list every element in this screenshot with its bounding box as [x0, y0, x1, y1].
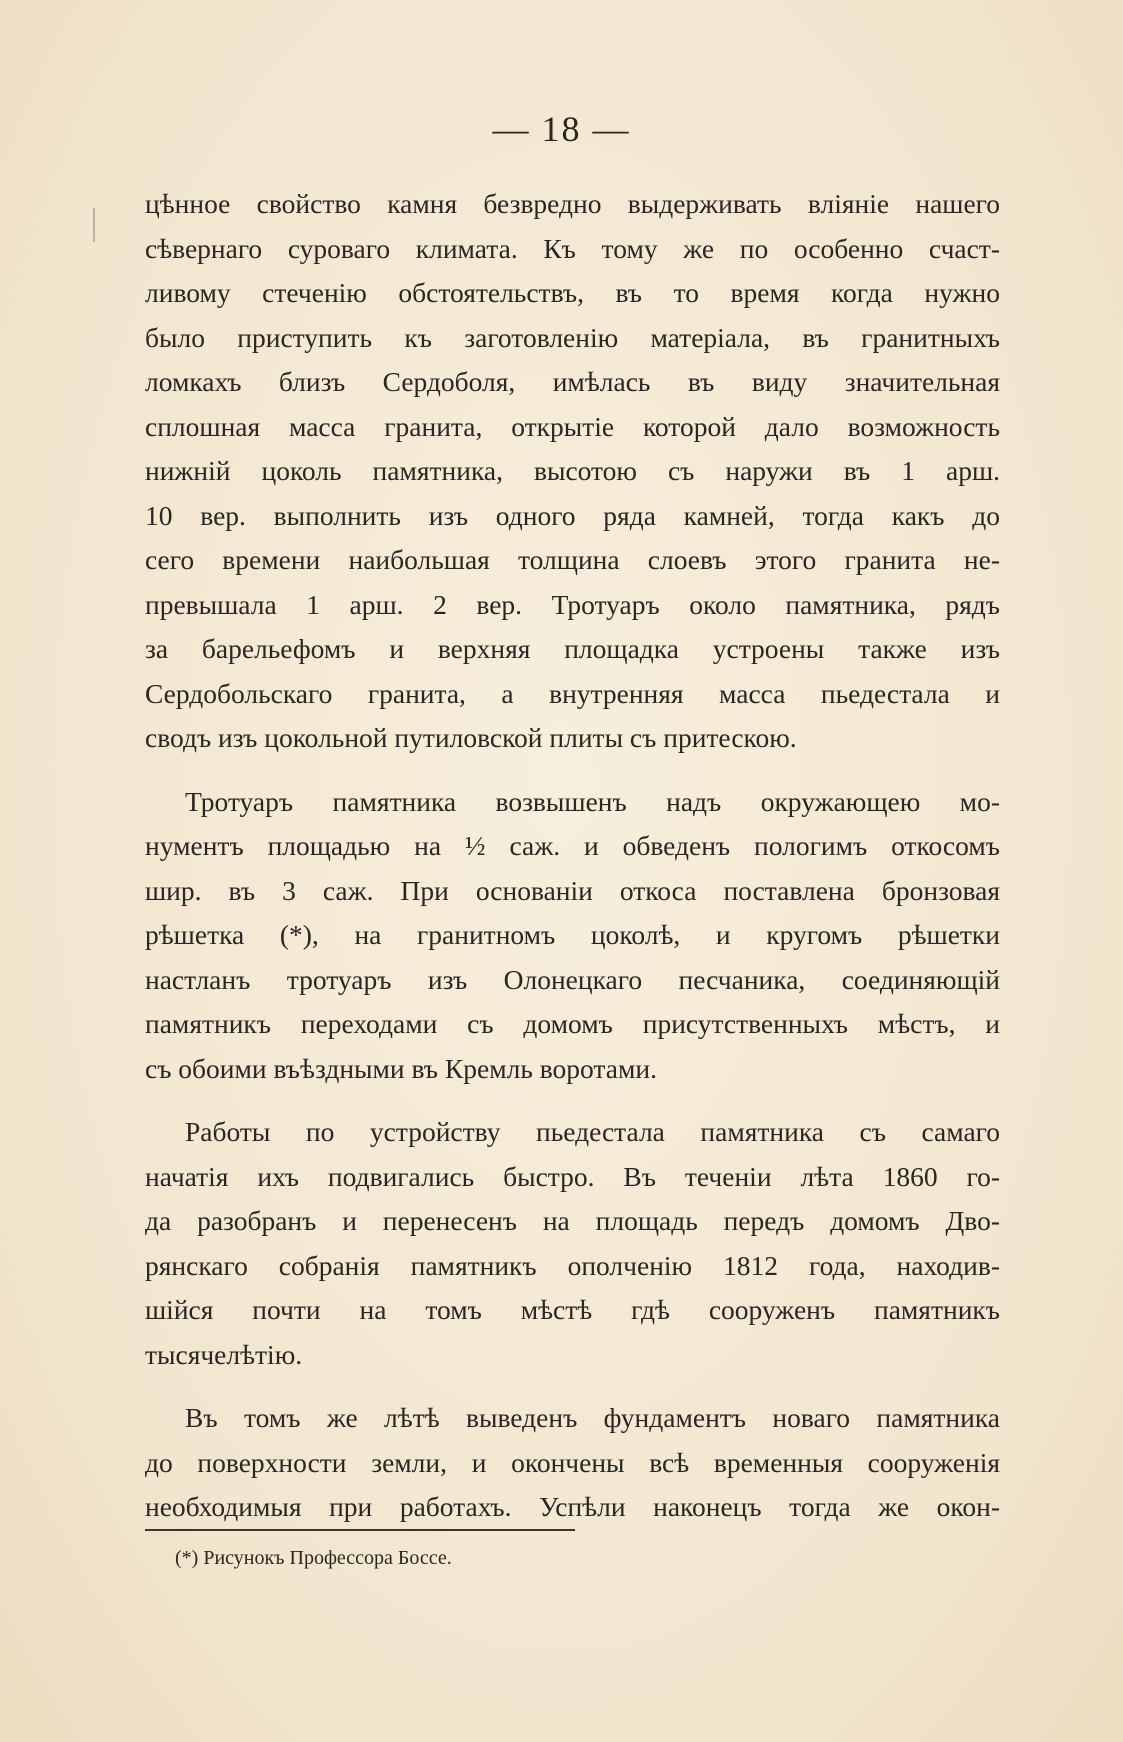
- text-line: шир. въ 3 саж. При основаніи откоса поставлена бронзовая: [145, 874, 1000, 906]
- text-line: за барельефомъ и верхняя площадка устроены также изъ: [145, 633, 1000, 664]
- text-line: ломкахъ близъ Сердоболя, имѣлась въ виду значительная: [145, 366, 1000, 397]
- text-line: нументъ площадью на ½ саж. и обведенъ пологимъ откосомъ: [145, 830, 1000, 861]
- body-text: [145, 182, 1000, 1530]
- paragraph-1: [145, 182, 1000, 761]
- text-line: начатія ихъ подвигались быстро. Въ теченіи лѣта 1860 го-: [145, 1160, 1000, 1192]
- text-line: настланъ тротуаръ изъ Олонецкаго песчаника, соединяющій: [145, 963, 1000, 995]
- paragraph-2: [145, 780, 1000, 1092]
- text-line: рянскаго собранія памятникъ ополченію 1812 года, находив-: [145, 1249, 1000, 1281]
- text-line: нижній цоколь памятника, высотою съ наружи въ 1 арш.: [145, 455, 1000, 486]
- text-line: необходимыя при работахъ. Успѣли наконецъ тогда же окон-: [145, 1491, 1000, 1522]
- text-line: рѣшетка (*), на гранитномъ цоколѣ, и кругомъ рѣшетки: [145, 919, 1000, 950]
- text-line: да разобранъ и перенесенъ на площадь передъ домомъ Дво-: [145, 1205, 1000, 1236]
- text-line: сѣвернаго суроваго климата. Къ тому же по особенно счаст-: [145, 232, 1000, 264]
- text-line: Работы по устройству пьедестала памятника съ самаго: [185, 1116, 1000, 1147]
- text-line: тысячелѣтію.: [145, 1338, 303, 1370]
- footnote-divider: [145, 1529, 575, 1531]
- text-line: съ обоими въѣздными въ Кремль воротами.: [145, 1052, 657, 1084]
- text-line: до поверхности земли, и окончены всѣ временныя сооруженія: [145, 1446, 1000, 1478]
- text-line: сего времени наибольшая толщина слоевъ этого гранита не-: [145, 544, 1000, 575]
- text-line: превышала 1 арш. 2 вер. Тротуаръ около памятника, рядъ: [145, 588, 1000, 620]
- margin-mark: [93, 208, 95, 242]
- text-line: цѣнное свойство камня безвредно выдерживать вліяніе нашего: [145, 188, 1000, 219]
- text-line: Тротуаръ памятника возвышенъ надъ окружающею мо-: [185, 785, 1000, 817]
- text-line: сплошная масса гранита, открытіе которой дало возможность: [145, 410, 1000, 442]
- text-line: ливому стеченію обстоятельствъ, въ то время когда нужно: [145, 277, 1000, 308]
- text-line: сводъ изъ цокольной путиловской плиты съ притескою.: [145, 722, 797, 753]
- text-line: было приступить къ заготовленію матеріала, въ гранитныхъ: [145, 321, 1000, 353]
- text-line: Въ томъ же лѣтѣ выведенъ фундаментъ новаго памятника: [185, 1402, 1000, 1433]
- page-number: — 18 —: [492, 109, 631, 149]
- paragraph-4: [145, 1396, 1000, 1530]
- text-line: 10 вер. выполнить изъ одного ряда камней, тогда какъ до: [145, 499, 1000, 531]
- footnote: (*) Рисунокъ Профессора Боссе.: [175, 1547, 452, 1569]
- text-line: Сердобольскаго гранита, а внутренняя масса пьедестала и: [145, 677, 1000, 709]
- paragraph-3: [145, 1110, 1000, 1377]
- text-line: памятникъ переходами съ домомъ присутственныхъ мѣстъ, и: [145, 1008, 1000, 1039]
- text-line: шійся почти на томъ мѣстѣ гдѣ сооруженъ памятникъ: [145, 1294, 1000, 1325]
